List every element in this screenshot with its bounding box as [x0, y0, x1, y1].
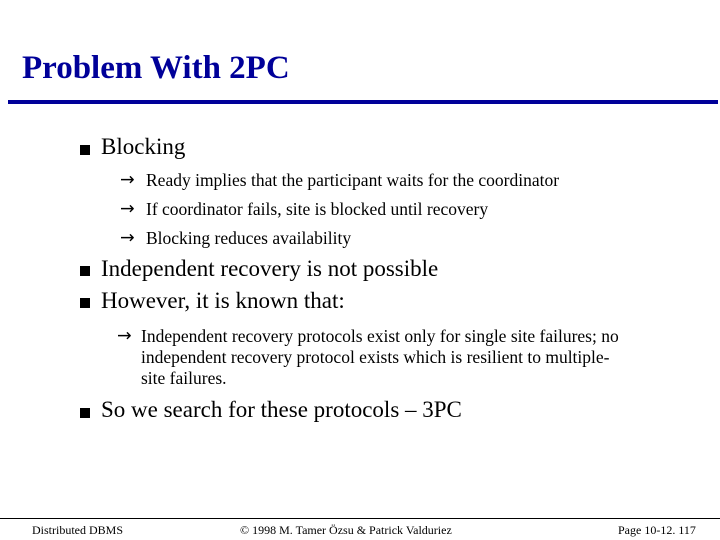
square-bullet-icon	[80, 408, 90, 418]
arrow-right-icon: →	[120, 199, 135, 219]
arrow-right-icon: →	[117, 326, 132, 346]
bullet-independent-recovery: Independent recovery is not possible	[101, 256, 439, 281]
footer-divider	[0, 518, 720, 519]
sub-bullet-recovery-protocols: Independent recovery protocols exist only for single site failures; no independent recovery protocol exists which is resilient to multiple-site failures.	[141, 326, 619, 388]
sub-bullet-ready: Ready implies that the participant waits for the coordinator	[146, 170, 560, 190]
sub-bullet-availability: Blocking reduces availability	[146, 228, 352, 248]
slide-title: Problem With 2PC	[22, 50, 290, 86]
square-bullet-icon	[80, 298, 90, 308]
footer-copyright: © 1998 M. Tamer Özsu & Patrick Valduriez	[240, 523, 452, 537]
sub-bullet-coordinator-fails: If coordinator fails, site is blocked until recovery	[146, 199, 489, 219]
bullet-blocking: Blocking	[101, 134, 186, 159]
footer-page-number: Page 10-12. 117	[618, 523, 696, 537]
arrow-right-icon: →	[120, 170, 135, 190]
square-bullet-icon	[80, 266, 90, 276]
title-divider	[8, 100, 718, 104]
bullet-3pc: So we search for these protocols – 3PC	[101, 397, 462, 422]
footer-course: Distributed DBMS	[32, 523, 124, 537]
arrow-right-icon: →	[120, 228, 135, 248]
bullet-however: However, it is known that:	[101, 288, 345, 313]
square-bullet-icon	[80, 145, 90, 155]
